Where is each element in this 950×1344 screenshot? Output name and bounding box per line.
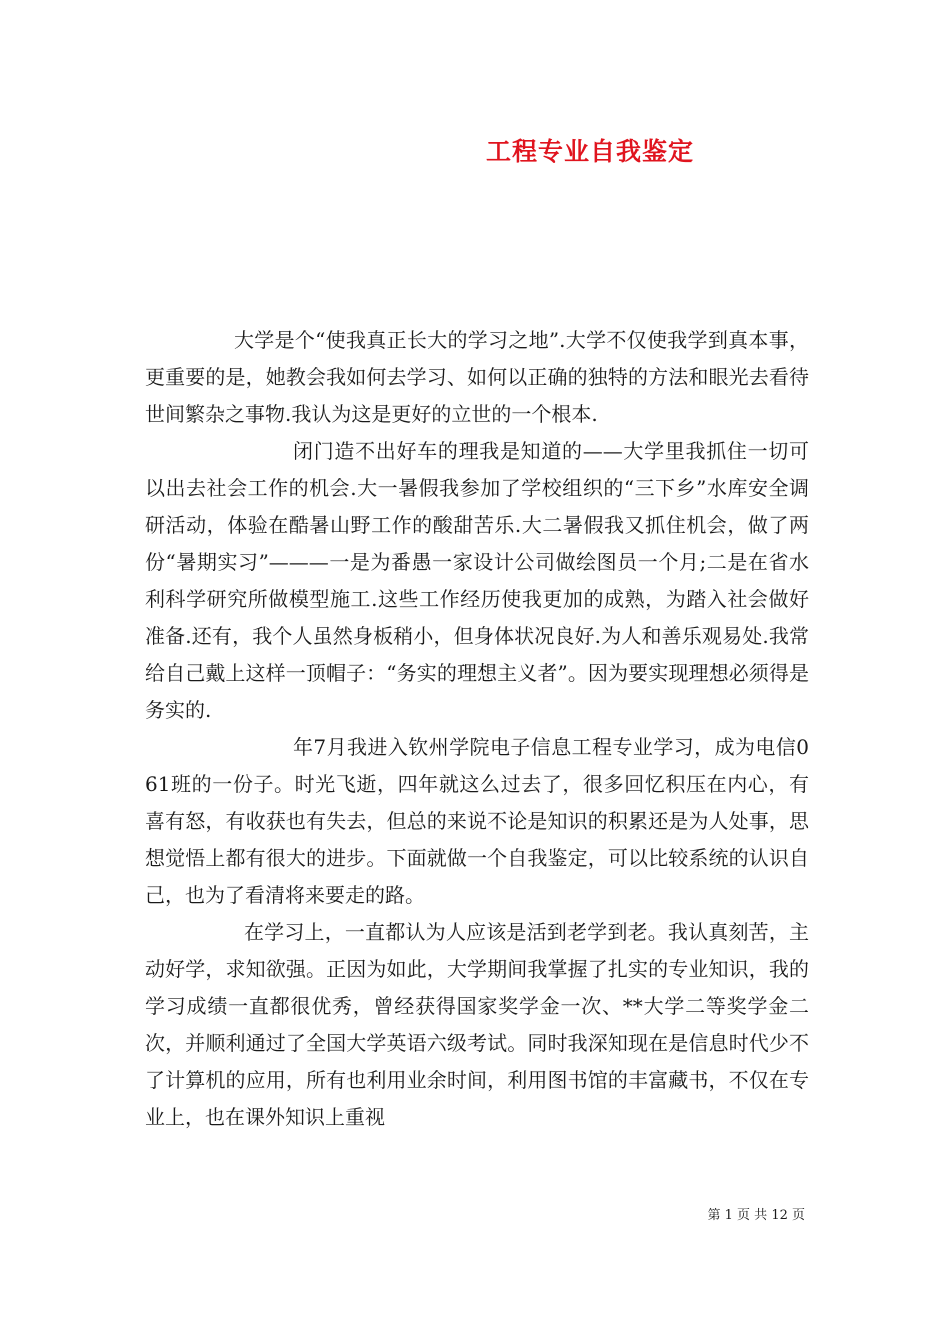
paragraph-3: 年7月我进入钦州学院电子信息工程专业学习，成为电信061班的一份子。时光飞逝，四年就这么过去了，很多回忆积压在内心，有喜有怒，有收获也有失去，但总的来说不论是知识的积累还是为人处事，思想觉悟上都有很大的进步。下面就做一个自我鉴定，可以比较系统的认识自己，也为了看清将来要走的路。 [145,735,809,907]
paragraph-4: 在学习上，一直都认为人应该是活到老学到老。我认真刻苦，主动好学，求知欲强。正因为如此，大学期间我掌握了扎实的专业知识，我的学习成绩一直都很优秀，曾经获得国家奖学金一次、**大学二等奖学金二次，并顺利通过了全国大学英语六级考试。同时我深知现在是信息时代少不了计算机的应用，所有也利用业余时间，利用图书馆的丰富藏书，不仅在专业上，也在课外知识上重视 [145,920,809,1129]
paragraph-1: 大学是个“使我真正长大的学习之地”.大学不仅使我学到真本事，更重要的是，她教会我如何去学习、如何以正确的独特的方法和眼光去看待世间繁杂之事物.我认为这是更好的立世的一个根本. [145,328,809,426]
document-title-text: 工程专业自我鉴定 [485,137,694,166]
page-number-footer: 第 1 页 共 12 页 [707,1208,805,1223]
paragraph-2: 闭门造不出好车的理我是知道的——大学里我抓住一切可以出去社会工作的机会.大一暑假我参加了学校组织的“三下乡”水库安全调研活动，体验在酷暑山野工作的酸甜苦乐.大二暑假我又抓住机会，做了两份“暑期实习”———一是为番愚一家设计公司做绘图员一个月;二是在省水利科学研究所做模型施工.这些工作经历使我更加的成熟，为踏入社会做好准备.还有，我个人虽然身板稍小，但身体状况良好.为人和善乐观易处.我常给自己戴上这样一顶帽子：“务实的理想主义者”。因为要实现理想必须得是务实的. [145,439,809,722]
document-title [0,132,950,168]
document-body [145,322,809,1136]
